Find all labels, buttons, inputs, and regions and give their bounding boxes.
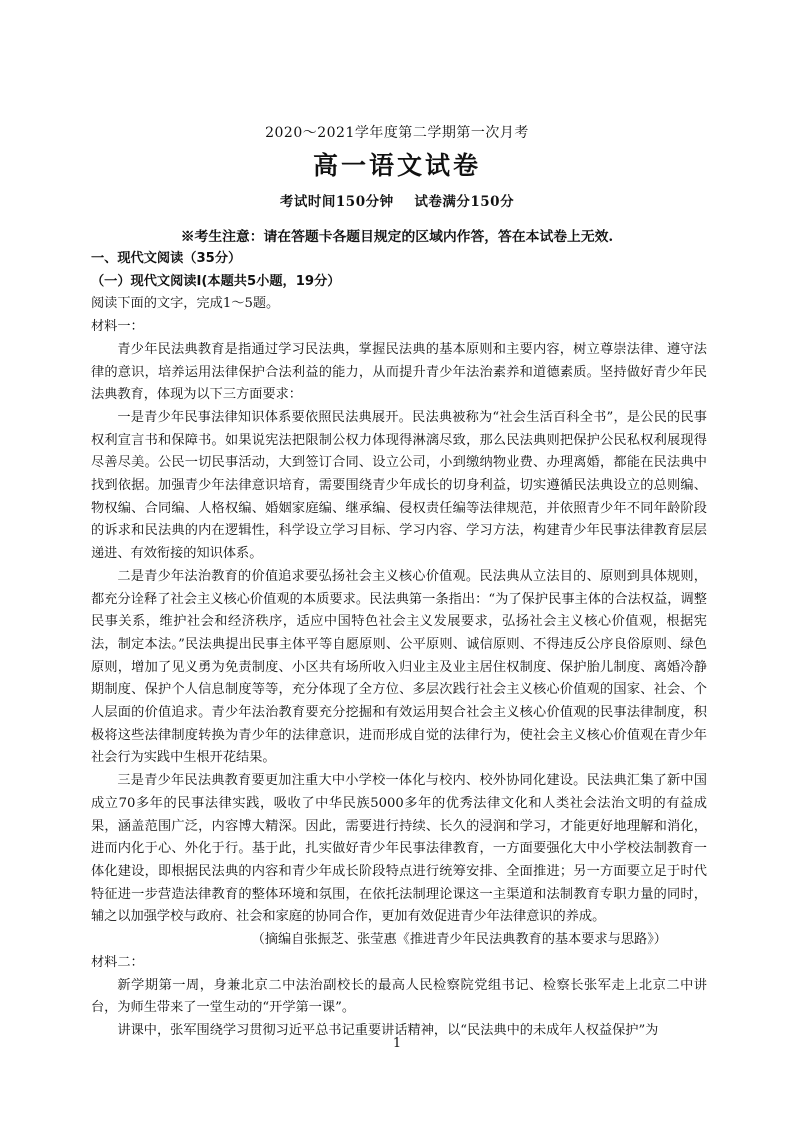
section-subheading: （一）现代文阅读Ⅰ(本题共5小题，19分）: [91, 273, 341, 289]
reading-instruction: 阅读下面的文字，完成1～5题。: [91, 296, 280, 312]
section-heading: 一、现代文阅读（35分）: [91, 251, 242, 266]
material-two-paragraph: 新学期第一周，身兼北京二中法治副校长的最高人民检察院党组书记、检察长张军走上北京二中讲台，为师生带来了一堂生动的“开学第一课”。: [91, 977, 707, 1016]
exam-title: 高一语文试卷: [312, 151, 481, 180]
page-number: 1: [392, 1036, 402, 1051]
material-one-paragraph: 青少年民法典教育是指通过学习民法典，掌握民法典的基本原则和主要内容，树立尊崇法律、遵守法律的意识，培养运用法律保护合法利益的能力，从而提升青少年法治素养和道德素质。坚持做好青少年民法典教育，体现为以下三方面要求：: [91, 341, 707, 403]
exam-year-line: 2020～2021学年度第二学期第一次月考: [265, 125, 529, 141]
material-one-paragraph: 三是青少年民法典教育要更加注重大中小学校一体化与校内、校外协同化建设。民法典汇集了新中国成立70多年的民事法律实践，吸收了中华民族5000多年的优秀法律文化和人类社会法治文明的有益成果，涵盖范围广泛，内容博大精深。因此，需要进行持续、长久的浸润和学习，才能更好地理解和消化，进而内化于心、外化于行。基于此，扎实做好青少年民事法律教育，一方面要强化大中小学校法制教育一体化建设，即根据民法典的内容和青少年成长阶段特点进行统筹安排、全面推进；另一方面要立足于时代特征进一步营造法律教育的整体环境和氛围，在依托法制理论课这一主渠道和法制教育专职力量的同时，辅之以加强学校与政府、社会和家庭的协同合作，更加有效促进青少年法律意识的养成。: [91, 773, 707, 925]
material-two-label: 材料二：: [91, 954, 144, 970]
material-two-paragraph: 讲课中，张军围绕学习贯彻习近平总书记重要讲话精神，以“民法典中的未成年人权益保护”为: [117, 1022, 659, 1038]
material-one-paragraph: 一是青少年民事法律知识体系要依照民法典展开。民法典被称为“社会生活百科全书”，是公民的民事权利宣言书和保障书。如果说宪法把限制公权力体现得淋漓尽致，那么民法典则把保护公民私权利展现得尽善尽美。公民一切民事活动，大到签订合同、设立公司，小到缴纳物业费、办理离婚，都能在民法典中找到依据。加强青少年法律意识培育，需要围绕青少年成长的切身利益，切实遵循民法典设立的总则编、物权编、合同编、人格权编、婚姻家庭编、继承编、侵权责任编等法律规范，并依照青少年不同年龄阶段的诉求和民法典的内在逻辑性，科学设立学习目标、学习内容、学习方法，构建青少年民事法律教育层层递进、有效衔接的知识体系。: [91, 409, 707, 562]
material-one-paragraph: 二是青少年法治教育的价值追求要弘扬社会主义核心价值观。民法典从立法目的、原则到具体规则，都充分诠释了社会主义核心价值观的本质要求。民法典第一条指出：“为了保护民事主体的合法权益，调整民事关系，维护社会和经济秩序，适应中国特色社会主义发展要求，弘扬社会主义核心价值观，根据宪法，制定本法。”民法典提出民事主体平等自愿原则、公平原则、诚信原则、不得违反公序良俗原则、绿色原则，增加了见义勇为免责制度、小区共有场所收入归业主及业主居住权制度、保护胎儿制度、离婚冷静期制度、保护个人信息制度等等，充分体现了全方位、多层次践行社会主义核心价值观的国家、社会、个人层面的价值追求。青少年法治教育要充分挖掘和有效运用契合社会主义核心价值观的民事法律制度，积极将这些法律制度转换为青少年的法律意识，进而形成自觉的法律行为，使社会主义核心价值观在青少年社会行为实践中生根开花结果。: [91, 568, 707, 766]
material-one-source: （摘编自张振芝、张莹惠《推进青少年民法典教育的基本要求与思路》）: [251, 932, 667, 948]
exam-time-and-score: 考试时间150分钟 试卷满分150分: [279, 194, 515, 210]
material-one-label: 材料一：: [91, 319, 144, 335]
reading-section: [91, 248, 707, 1043]
candidate-notice: ※考生注意：请在答题卡各题目规定的区域内作答，答在本试卷上无效.: [180, 229, 614, 245]
